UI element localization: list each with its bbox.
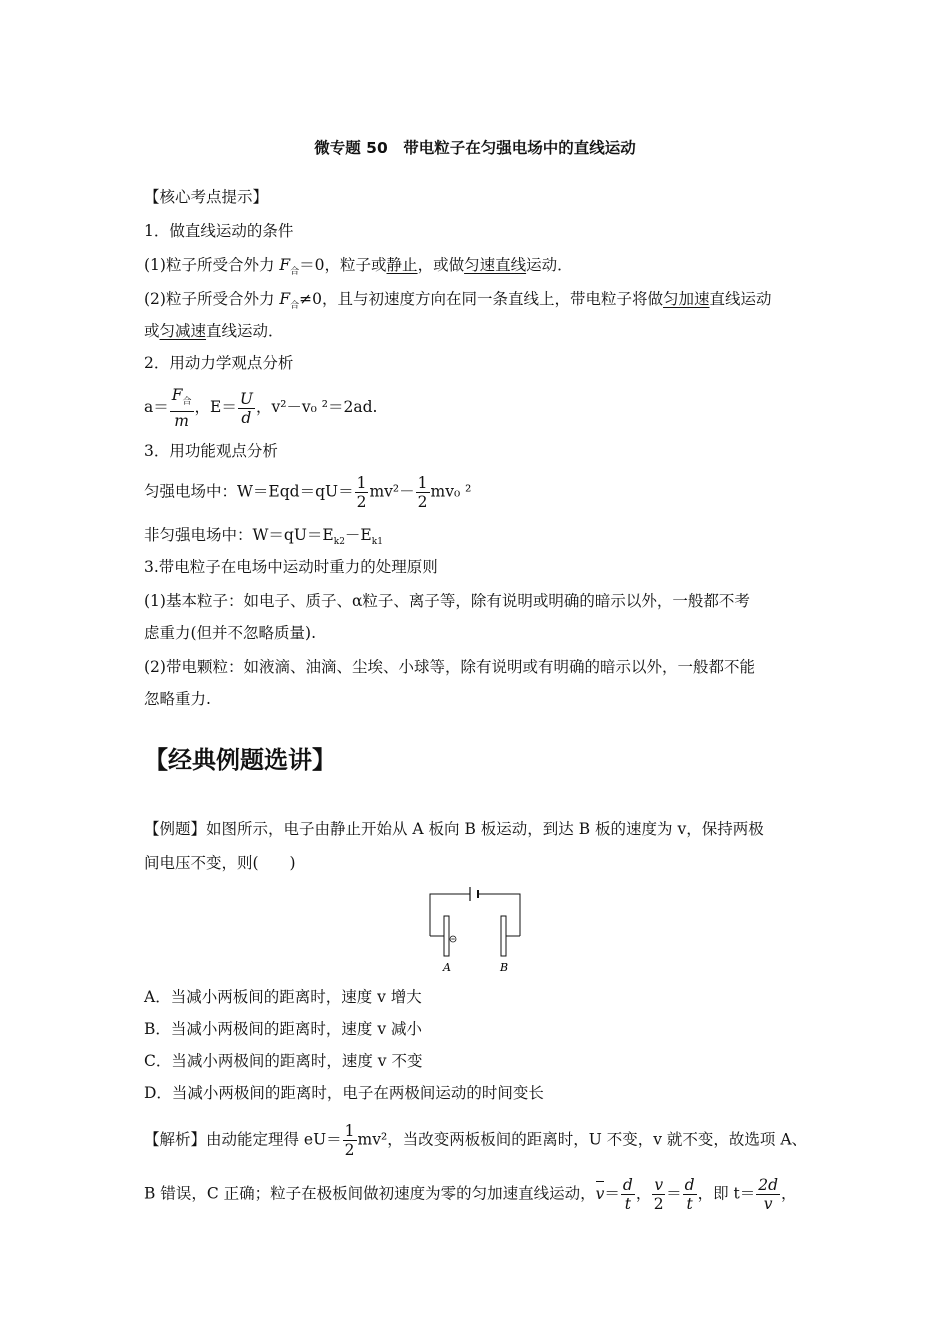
item4-p1-line1: (1)基本粒子：如电子、质子、α粒子、离子等，除有说明或明确的暗示以外，一般都不考 bbox=[144, 592, 750, 610]
item1-p1: (1)粒子所受合外力 $F_合=0$，粒子或静止，或做匀速直线运动． bbox=[144, 256, 573, 278]
item1-p2: (2)粒子所受合外力 $F_合\ne 0$，且与初速度方向在同一条直线上，带电粒子将做匀加速直线运动 bbox=[144, 290, 772, 312]
section-core-heading: 【核心考点提示】 bbox=[144, 188, 269, 206]
section-examples-heading: 【经典例题选讲】 bbox=[144, 746, 336, 774]
option-b: B．当减小两极间的距离时，速度 v 减小 bbox=[144, 1020, 423, 1038]
item2-heading: 2．用动力学观点分析 bbox=[144, 354, 294, 372]
item3-heading: 3．用功能观点分析 bbox=[144, 442, 278, 460]
item4-p1-line2: 虑重力(但并不忽略质量). bbox=[144, 624, 317, 642]
plate-a bbox=[444, 916, 449, 956]
item1-heading: 1．做直线运动的条件 bbox=[144, 222, 294, 240]
example-line2: 间电压不变，则( ) bbox=[144, 854, 296, 872]
item1-p2-cont: 或匀减速直线运动． bbox=[144, 322, 284, 340]
item4-p2-line1: (2)带电颗粒：如液滴、油滴、尘埃、小球等，除有说明或有明确的暗示以外，一般都不能 bbox=[144, 658, 755, 676]
item4-heading: 3.带电粒子在电场中运动时重力的处理原则 bbox=[144, 558, 438, 576]
item3-nonuniform: 非匀强电场中：$W=qU=E_{k2}-E_{k1}$ bbox=[144, 526, 383, 548]
plate-b bbox=[501, 916, 506, 956]
analysis-line2: B 错误，C 正确；粒子在极板间做初速度为零的匀加速直线运动，v＝ $\frac{d}{t}$ ， $\frac{v}{2}$ ＝ $\frac{d}{t}$ ，即 t＝ $\frac{2d}{v}$ ， bbox=[144, 1176, 797, 1213]
analysis-line1: 【解析】由动能定理得 eU＝ $\frac{1}{2}$ mv²，当改变两板板间的距离时，U 不变，v 就不变，故选项 A、 bbox=[144, 1122, 808, 1159]
capacitor-circuit-figure bbox=[420, 882, 530, 974]
option-a: A．当减小两板间的距离时，速度 v 增大 bbox=[144, 988, 422, 1006]
page-title: 微专题 50 带电粒子在匀强电场中的直线运动 bbox=[314, 139, 636, 157]
plate-b-label: B bbox=[500, 961, 509, 974]
item3-uniform: 匀强电场中：W＝Eqd＝qU＝ $\frac{1}{2}$ mv²－ $\frac{1}{2}$ mv₀ ² bbox=[144, 474, 472, 511]
item2-formula: a＝ $\frac{F_合}{m}$ ，E＝ $\frac{U}{d}$ ，v²－v₀ ²＝2ad. bbox=[144, 386, 378, 431]
item4-p2-line2: 忽略重力. bbox=[144, 690, 211, 708]
option-c: C．当减小两极间的距离时，速度 v 不变 bbox=[144, 1052, 423, 1070]
option-d: D．当减小两极间的距离时，电子在两极间运动的时间变长 bbox=[144, 1084, 544, 1102]
example-line1: 【例题】如图所示，电子由静止开始从 A 板向 B 板运动，到达 B 板的速度为 v，保持两极 bbox=[144, 820, 764, 838]
plate-a-label: A bbox=[443, 961, 451, 974]
